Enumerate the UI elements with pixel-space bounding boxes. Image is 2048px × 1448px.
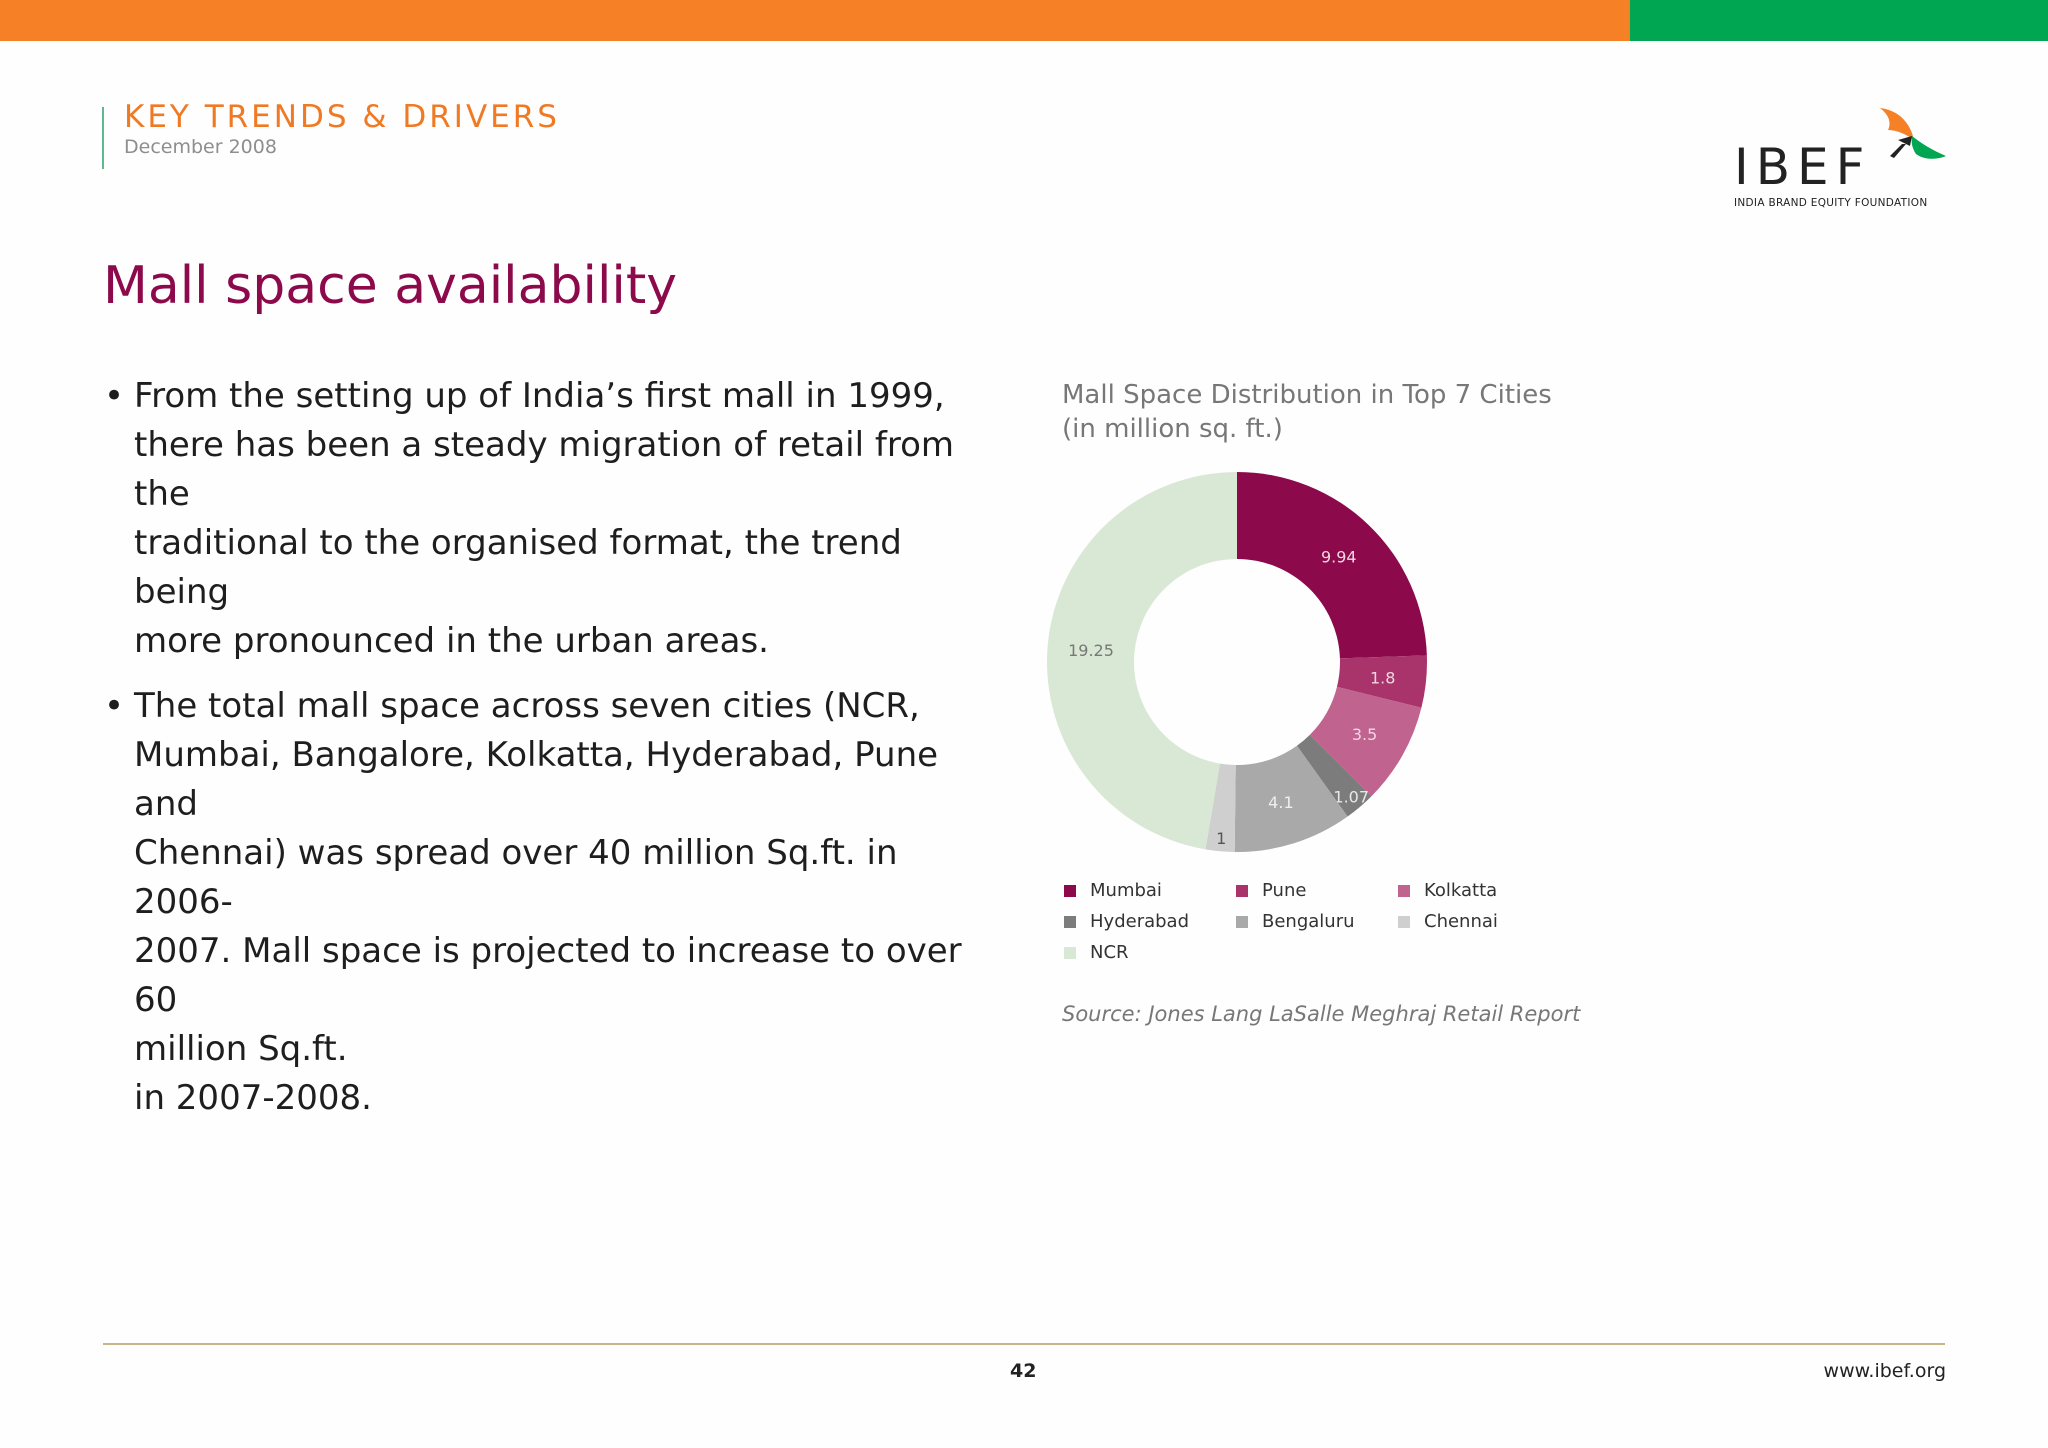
top-bar-orange — [0, 0, 1630, 41]
legend-swatch — [1398, 885, 1410, 897]
legend-swatch — [1236, 916, 1248, 928]
ibef-logo — [1730, 100, 1950, 214]
slice-label-hyderabad: 1.07 — [1333, 787, 1370, 807]
bullet-list — [100, 372, 980, 1139]
section-rule — [102, 107, 104, 169]
slice-label-ncr: 19.25 — [1068, 640, 1114, 660]
page-number: 42 — [1010, 1360, 1037, 1382]
slice-label-bengaluru: 4.1 — [1268, 792, 1294, 812]
page-title: Mall space availability — [103, 256, 678, 316]
footer-rule — [103, 1343, 1945, 1345]
slice-label-kolkatta: 3.5 — [1351, 725, 1378, 745]
legend-label: Hyderabad — [1090, 911, 1189, 932]
legend-swatch — [1064, 947, 1076, 959]
slice-label-pune: 1.8 — [1369, 668, 1396, 688]
legend-label: Bengaluru — [1262, 911, 1355, 932]
legend-item-pune — [1236, 880, 1306, 901]
legend-item-chennai — [1398, 911, 1498, 932]
section-title: KEY TRENDS & DRIVERS — [124, 99, 560, 135]
slice-ncr — [1047, 472, 1237, 849]
donut-chart — [1040, 465, 1460, 865]
website-link: www.ibef.org — [1823, 1360, 1946, 1382]
legend-swatch — [1064, 885, 1076, 897]
legend-label: NCR — [1090, 942, 1129, 963]
slice-label-mumbai: 9.94 — [1320, 547, 1357, 567]
logo-text: IBEF — [1734, 138, 1872, 196]
legend-swatch — [1236, 885, 1248, 897]
legend-swatch — [1064, 916, 1076, 928]
legend-item-hyderabad — [1064, 911, 1189, 932]
bullet-item: • From the setting up of India’s first mall in 1999, there has been a steady migration of retail from the traditional to the organised format, the trend being more pronounced in the urban areas. — [100, 372, 980, 666]
section-date: December 2008 — [124, 136, 277, 158]
legend-swatch — [1398, 916, 1410, 928]
legend-label: Mumbai — [1090, 880, 1162, 901]
legend-label: Kolkatta — [1424, 880, 1498, 901]
bullet-item: • The total mall space across seven cities (NCR, Mumbai, Bangalore, Kolkatta, Hyderabad, Pune and Chennai) was spread over 40 million Sq.ft. in 2006- 2007. Mall space is projected to increase to over 60 million Sq.ft. in 2007-2008. — [100, 682, 980, 1123]
legend-item-mumbai — [1064, 880, 1162, 901]
legend-label: Pune — [1262, 880, 1307, 901]
chart-title: Mall Space Distribution in Top 7 Cities (in million sq. ft.) — [1062, 380, 1552, 444]
legend-label: Chennai — [1424, 911, 1498, 932]
legend-item-kolkatta — [1398, 880, 1497, 901]
legend-item-ncr — [1064, 942, 1129, 963]
top-bar-green — [1630, 0, 2048, 41]
legend-item-bengaluru — [1236, 911, 1355, 932]
logo-subtitle: INDIA BRAND EQUITY FOUNDATION — [1734, 197, 1928, 209]
chart-source: Source: Jones Lang LaSalle Meghraj Retail Report — [1062, 1002, 1581, 1026]
slice-label-chennai: 1 — [1216, 828, 1227, 848]
